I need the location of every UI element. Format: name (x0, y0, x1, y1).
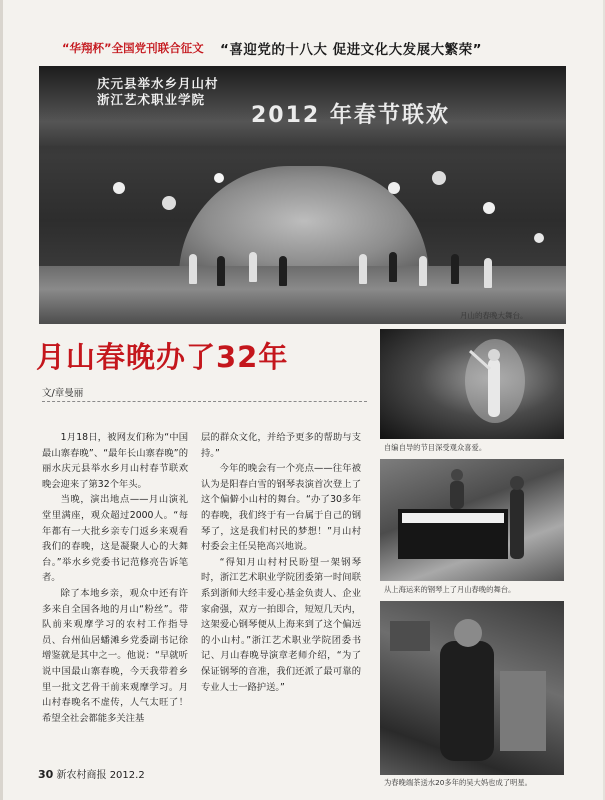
side-photo-dancer (380, 329, 564, 439)
side-caption-1: 自编自导的节目深受观众喜爱。 (384, 443, 487, 452)
contest-label: “华翔杯”全国党刊联合征文 (62, 41, 204, 55)
paragraph: 除了本地乡亲，观众中还有许多来自全国各地的月山“粉丝”。带队前来观摩学习的农村工作指导员、台州仙居蟠滩乡党委副书记徐增鉴就是其中之一。他说：“早就听说中国最山寨春晚，今天我带着乡里一批文艺骨干前来观摩学习。月山村春晚名不虚传，人气太旺了！希望全社会都能多关注基 (42, 587, 188, 724)
side-photo-piano (380, 459, 564, 581)
stage-light (483, 202, 495, 214)
paragraph: 当晚，演出地点——月山演礼堂里满座，观众超过2000人。“每年都有一大批乡亲专门返乡来观看我们的春晚，这是凝聚人心的大舞台。”举水乡党委书记范修亮告诉笔者。 (42, 494, 188, 584)
page-footer (38, 766, 145, 781)
paragraph: 1月18日，被网友们称为“中国最山寨春晚”、“最年长山寨春晚”的丽水庆元县举水乡月山村春节联欢晚会迎来了第32个年头。 (42, 432, 188, 490)
teawoman-figure (380, 601, 564, 775)
stage-light (388, 182, 400, 194)
article-column-2 (201, 430, 361, 695)
header-banner (22, 38, 582, 60)
paragraph: 层的群众文化，并给予更多的帮助与支持。” (201, 432, 361, 459)
performer (217, 256, 225, 286)
article-column-1 (42, 430, 188, 726)
page-number: 30 (38, 768, 54, 781)
theme-label: “喜迎党的十八大 促进文化大发展大繁荣” (220, 42, 482, 58)
performer (249, 252, 257, 282)
piano-figure (380, 459, 564, 581)
performer (189, 254, 197, 284)
paragraph: 今年的晚会有一个亮点——往年被认为是阳春白雪的钢琴表演首次登上了这个偏僻小山村的舞台。“办了30多年的春晚，我们终于有一台属于自己的钢琴了，这是我们村民的梦想！”月山村村委会主任吴艳高兴地说。 (201, 463, 361, 553)
performer (484, 258, 492, 288)
stage-banner-line1: 庆元县举水乡月山村 (97, 76, 219, 91)
performer (451, 254, 459, 284)
stage-light (113, 182, 125, 194)
stage-light (214, 173, 224, 183)
performer (419, 256, 427, 286)
side-caption-2: 从上海运来的钢琴上了月山春晚的舞台。 (384, 585, 516, 594)
stage-banner-line2: 浙江艺术职业学院 (97, 92, 206, 107)
side-photo-teawoman (380, 601, 564, 775)
issue-date: 2012.2 (109, 770, 145, 781)
divider (42, 401, 367, 403)
stage-banner-main: 2012 年春节联欢 (251, 103, 450, 128)
performer (359, 254, 367, 284)
paragraph: “得知月山村村民盼望一架钢琴时，浙江艺术职业学院团委第一时间联系到浙师大经丰爱心基金负责人、企业家俞强，双方一拍即合，短短几天内，这架爱心钢琴便从上海来到了这个偏远的小山村。”浙江艺术职业学院团委书记、月山春晚导演章老师介绍，“为了保证钢琴的音准，我们还派了最可靠的专业人士一路护送。” (201, 556, 361, 693)
hero-caption: 月山的春晚大舞台。 (460, 311, 528, 320)
stage-light (162, 196, 176, 210)
magazine-name: 新农村商报 (56, 770, 107, 781)
byline: 文/章曼丽 (42, 388, 84, 399)
performer (279, 256, 287, 286)
stage-light (432, 171, 446, 185)
side-caption-3: 为春晚端茶送水20多年的吴大妈也成了明星。 (384, 778, 532, 787)
performer (389, 252, 397, 282)
dancer-figure (380, 329, 564, 439)
article-title: 月山春晚办了32年 (36, 340, 289, 374)
hero-photo (39, 66, 566, 324)
stage-light (534, 233, 544, 243)
